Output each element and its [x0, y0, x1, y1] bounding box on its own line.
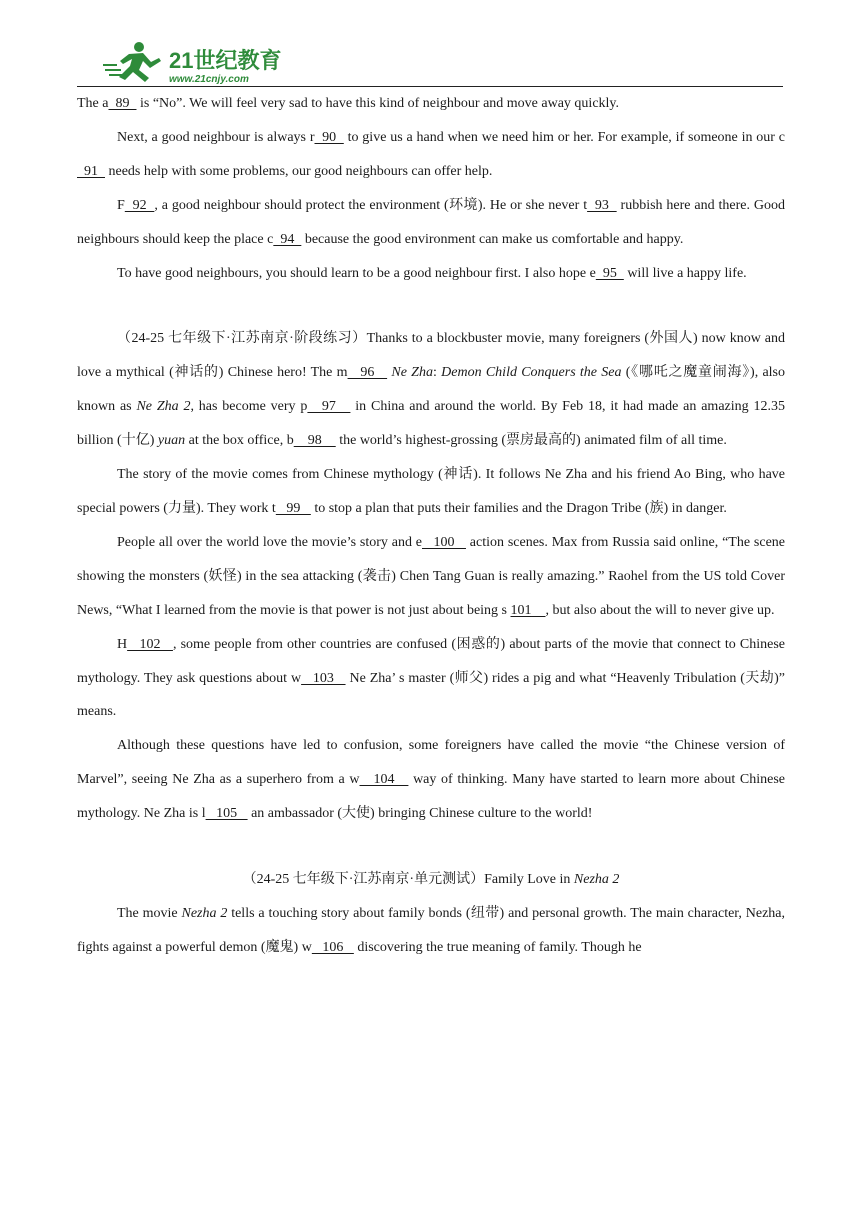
paragraph — [77, 121, 785, 189]
paragraph — [77, 257, 785, 291]
text-run: Although these questions have led to confusion, some foreigners have called the movie “the Chinese version of Marvel”, seeing Ne Zha as a superhero from a w — [77, 738, 785, 788]
paragraph — [77, 897, 785, 965]
text-run: at the box office, b — [185, 433, 294, 449]
answer-blank: 98 — [293, 433, 336, 449]
text-run: : — [432, 365, 442, 381]
answer-blank: 92 — [124, 197, 155, 213]
answer-blank: 97 — [307, 399, 351, 415]
text-run: the world’s highest-grossing (票房最高的) animated film of all time. — [335, 433, 727, 449]
text-run: （24-25 七年级下·江苏南京·阶段练习）Thanks to a blockbuster movie, many foreigners (外国人) now know and love a mythical (神话的) Chinese hero! The m — [77, 331, 785, 381]
italic-title: Ne Zha — [391, 365, 433, 381]
answer-blank: 90 — [314, 129, 344, 145]
text-run: Next, a good neighbour is always r — [117, 129, 315, 145]
answer-blank: 105 — [205, 806, 248, 822]
runner-icon — [103, 42, 161, 82]
italic-title: Nezha 2 — [181, 905, 228, 921]
text-run: (《哪吒之魔童闹海》), also known as — [77, 365, 786, 415]
answer-blank: 94 — [273, 231, 302, 247]
paragraph — [77, 322, 785, 458]
paragraph — [77, 526, 785, 628]
answer-blank: 104 — [359, 772, 409, 788]
text-run: Ne Zha’ s master (师父) rides a pig and what “Heavenly Tribulation (天劫)” means. — [77, 670, 785, 720]
text-run: needs help with some problems, our good neighbours can offer help. — [105, 163, 493, 179]
answer-blank: 89 — [108, 96, 137, 111]
section-title — [77, 863, 785, 897]
paragraph — [77, 87, 785, 121]
paragraph — [77, 729, 785, 831]
answer-blank: 100 — [422, 534, 466, 550]
answer-blank: 95 — [595, 265, 624, 281]
answer-blank — [532, 603, 546, 618]
text-run: , but also about the will to never give up. — [545, 602, 775, 618]
text-run: To have good neighbours, you should learn to be a good neighbour first. I also hope e — [117, 265, 596, 281]
text-run: People all over the world love the movie’s story and e — [117, 534, 422, 550]
answer-blank: 91 — [77, 163, 105, 179]
answer-blank: 106 — [311, 939, 354, 955]
answer-blank: 99 — [275, 500, 311, 516]
text-run: F — [117, 197, 125, 213]
text-run: The a — [77, 96, 109, 111]
italic-title: Ne Zha 2 — [136, 399, 191, 415]
italic-title: Nezha 2 — [573, 872, 620, 888]
paragraph — [77, 458, 785, 526]
italic-title: yuan — [157, 433, 186, 449]
answer-blank: 103 — [301, 670, 346, 686]
text-run: to stop a plan that puts their families and the Dragon Tribe (族) in danger. — [310, 500, 727, 516]
italic-title: Demon Child Conquers the Sea — [441, 365, 622, 381]
text-run: way of thinking. Many have started to learn more about Chinese mythology. Ne Zha is l — [77, 772, 786, 822]
section-gap — [77, 831, 785, 863]
answer-blank: 93 — [587, 197, 617, 213]
text-run: is “No”. We will feel very sad to have this kind of neighbour and move away quickly. — [136, 96, 620, 111]
text-run: action scenes. Max from Russia said online, “The scene showing the monsters (妖怪) in the sea attacking (袭击) Chen Tang Guan is really amazing.” Raohel from the US told Cover News, “What I learned from the movie is that power is not just about being s — [77, 534, 785, 618]
logo-url: www.21cnjy.com — [169, 74, 249, 85]
paragraph — [77, 628, 785, 730]
text-run: The movie — [117, 905, 182, 921]
text-run: The story of the movie comes from Chinese mythology (神话). It follows Ne Zha and his friend Ao Bing, who have special powers (力量). They work t — [77, 467, 785, 516]
text-run: will live a happy life. — [623, 265, 747, 281]
answer-blank-number: 101 — [510, 602, 532, 618]
logo-text: 21世纪教育 — [169, 48, 282, 73]
answer-blank: 102 — [127, 636, 173, 652]
text-run: in China and around the world. By Feb 18, it had made an amazing 12.35 billion (十亿) — [77, 399, 785, 449]
text-run: to give us a hand when we need him or her. For example, if someone in our c — [343, 129, 785, 145]
text-run: because the good environment can make us comfortable and happy. — [301, 231, 684, 247]
text-run: discovering the true meaning of family. Though he — [353, 939, 642, 955]
answer-blank: 96 — [347, 365, 388, 381]
text-run: , a good neighbour should protect the environment (环境). He or she never t — [154, 197, 588, 213]
document-body — [77, 87, 785, 965]
text-run: H — [117, 636, 128, 652]
text-run: , some people from other countries are confused (困惑的) about parts of the movie that connect to Chinese mythology. They ask questions about w — [77, 636, 785, 686]
page-header — [77, 38, 783, 90]
section-gap — [77, 290, 785, 322]
paragraph — [77, 189, 785, 257]
text-run: （24-25 七年级下·江苏南京·单元测试）Family Love in — [242, 872, 574, 888]
text-run: tells a touching story about family bonds (纽带) and personal growth. The main character, Nezha, fights against a powerful demon (魔鬼) w — [77, 905, 786, 955]
text-run: an ambassador (大使) bringing Chinese culture to the world! — [247, 806, 593, 822]
text-run: , has become very p — [190, 399, 308, 415]
text-run: rubbish here and there. Good neighbours should keep the place c — [77, 197, 785, 247]
21cnjy-logo — [99, 40, 299, 86]
